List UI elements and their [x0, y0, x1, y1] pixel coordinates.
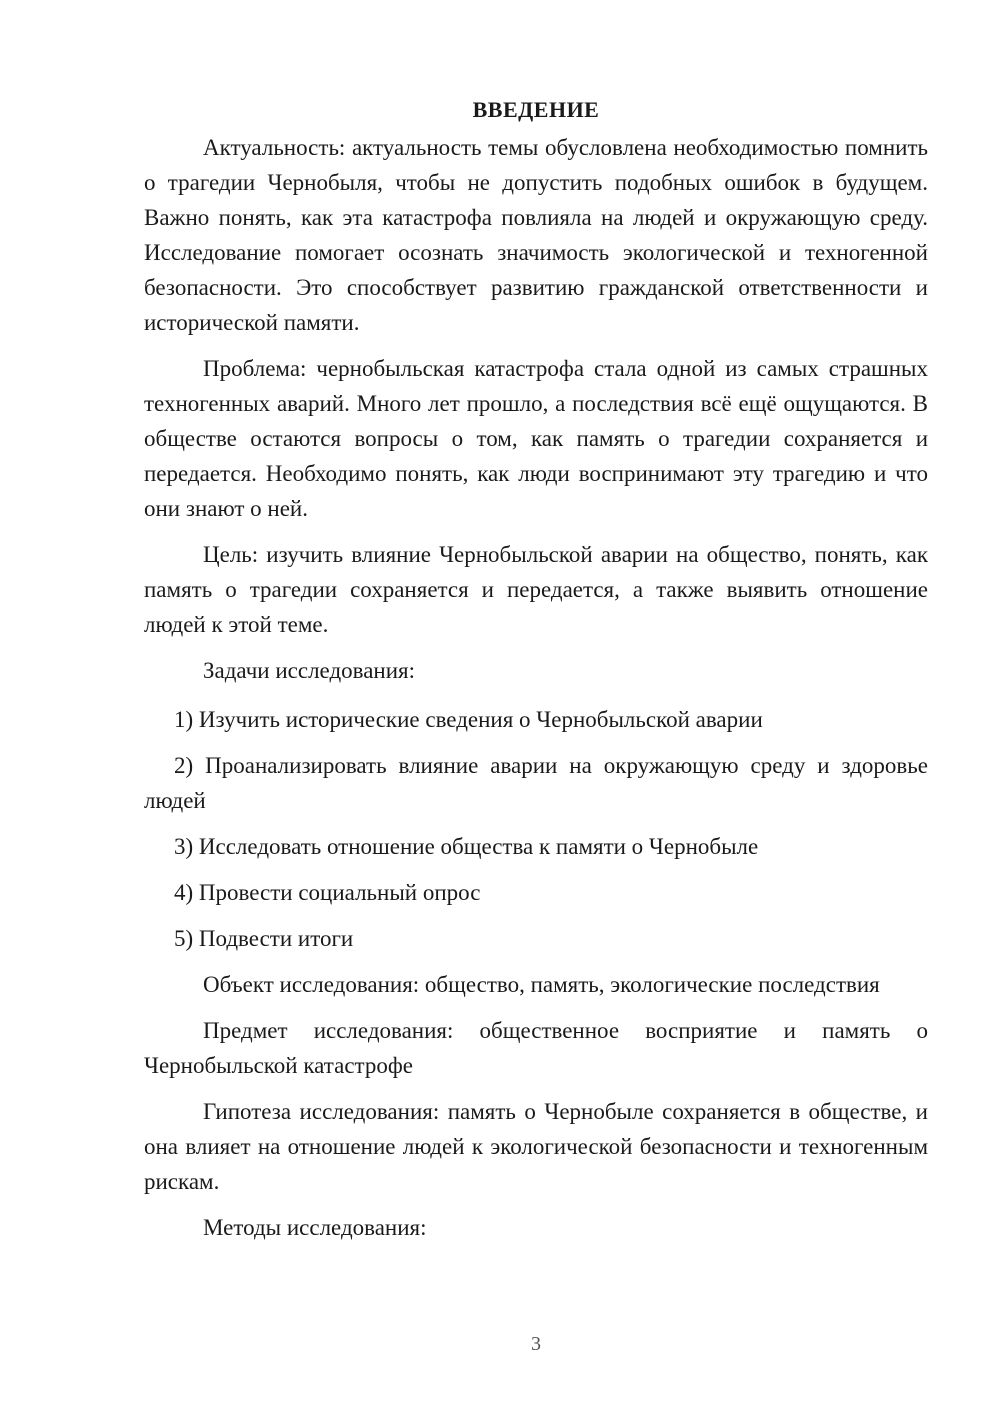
tasks-heading: Задачи исследования: [203, 658, 416, 683]
task-item: 5) Подвести итоги [174, 926, 354, 951]
task-item: 4) Провести социальный опрос [174, 880, 481, 905]
page-content [144, 92, 928, 1256]
hypothesis-paragraph: Гипотеза исследования: память о Чернобыле сохраняется в обществе, и она влияет на отношение людей к экологической безопасности и техногенным рискам. [144, 1099, 928, 1194]
task-item: 3) Исследовать отношение общества к памяти о Чернобыле [174, 834, 759, 859]
subject-paragraph: Предмет исследования: общественное восприятие и память о Чернобыльской катастрофе [144, 1018, 928, 1078]
task-item: 1) Изучить исторические сведения о Чернобыльской аварии [174, 707, 763, 732]
section-title: ВВЕДЕНИЕ [472, 97, 600, 122]
problem-paragraph: Проблема: чернобыльская катастрофа стала одной из самых страшных техногенных аварий. Много лет прошло, а последствия всё ещё ощущаются. В обществе остаются вопросы о том, как память о трагедии сохраняется и передается. Необходимо понять, как люди воспринимают эту трагедию и что они знают о ней. [144, 356, 928, 521]
page-number: 3 [531, 1333, 541, 1355]
goal-paragraph: Цель: изучить влияние Чернобыльской аварии на общество, понять, как память о трагедии сохраняется и передается, а также выявить отношение людей к этой теме. [144, 542, 928, 637]
relevance-paragraph: Актуальность: актуальность темы обусловлена необходимостью помнить о трагедии Чернобыля, чтобы не допустить подобных ошибок в будущем. Важно понять, как эта катастрофа повлияла на людей и окружающую среду. Исследование помогает осознать значимость экологической и техногенной безопасности. Это способствует развитию гражданской ответственности и исторической памяти. [144, 135, 928, 335]
task-item: 2) Проанализировать влияние аварии на окружающую среду и здоровье людей [144, 753, 928, 813]
object-paragraph: Объект исследования: общество, память, экологические последствия [203, 972, 880, 997]
methods-heading: Методы исследования: [203, 1215, 427, 1240]
